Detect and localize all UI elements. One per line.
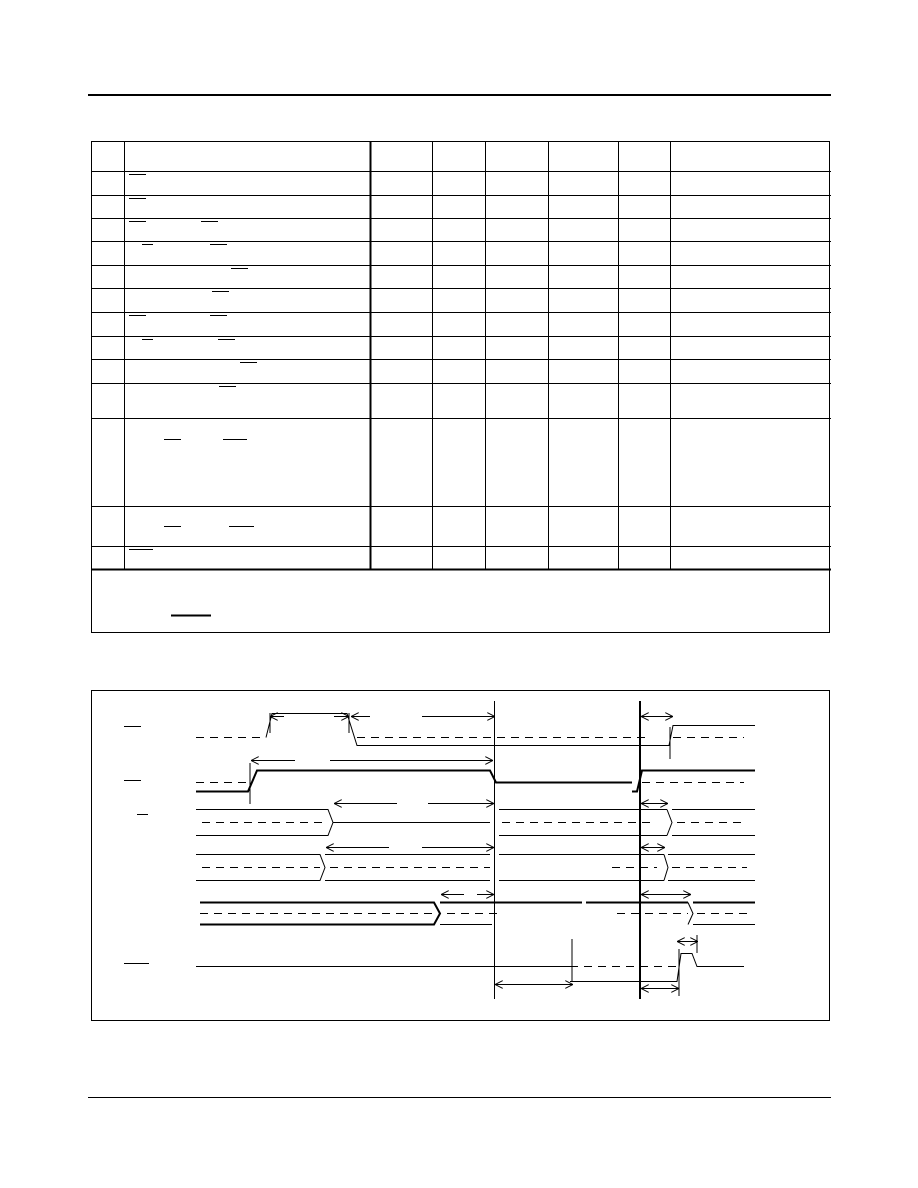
waveform-signal-1 — [196, 713, 755, 759]
footer-rule — [88, 1097, 831, 1098]
waveform-signal-5 — [200, 903, 755, 925]
waveform-signal-6 — [196, 939, 744, 996]
timing-waveforms — [92, 691, 831, 1022]
waveform-signal-4 — [196, 855, 755, 881]
table-grid — [92, 142, 831, 634]
waveform-signal-2 — [196, 763, 755, 804]
waveform-signal-3 — [196, 810, 755, 836]
header-rule — [88, 94, 831, 96]
ac-characteristics-table — [91, 141, 830, 633]
timing-arrows — [252, 717, 697, 989]
timing-diagram — [91, 690, 830, 1021]
